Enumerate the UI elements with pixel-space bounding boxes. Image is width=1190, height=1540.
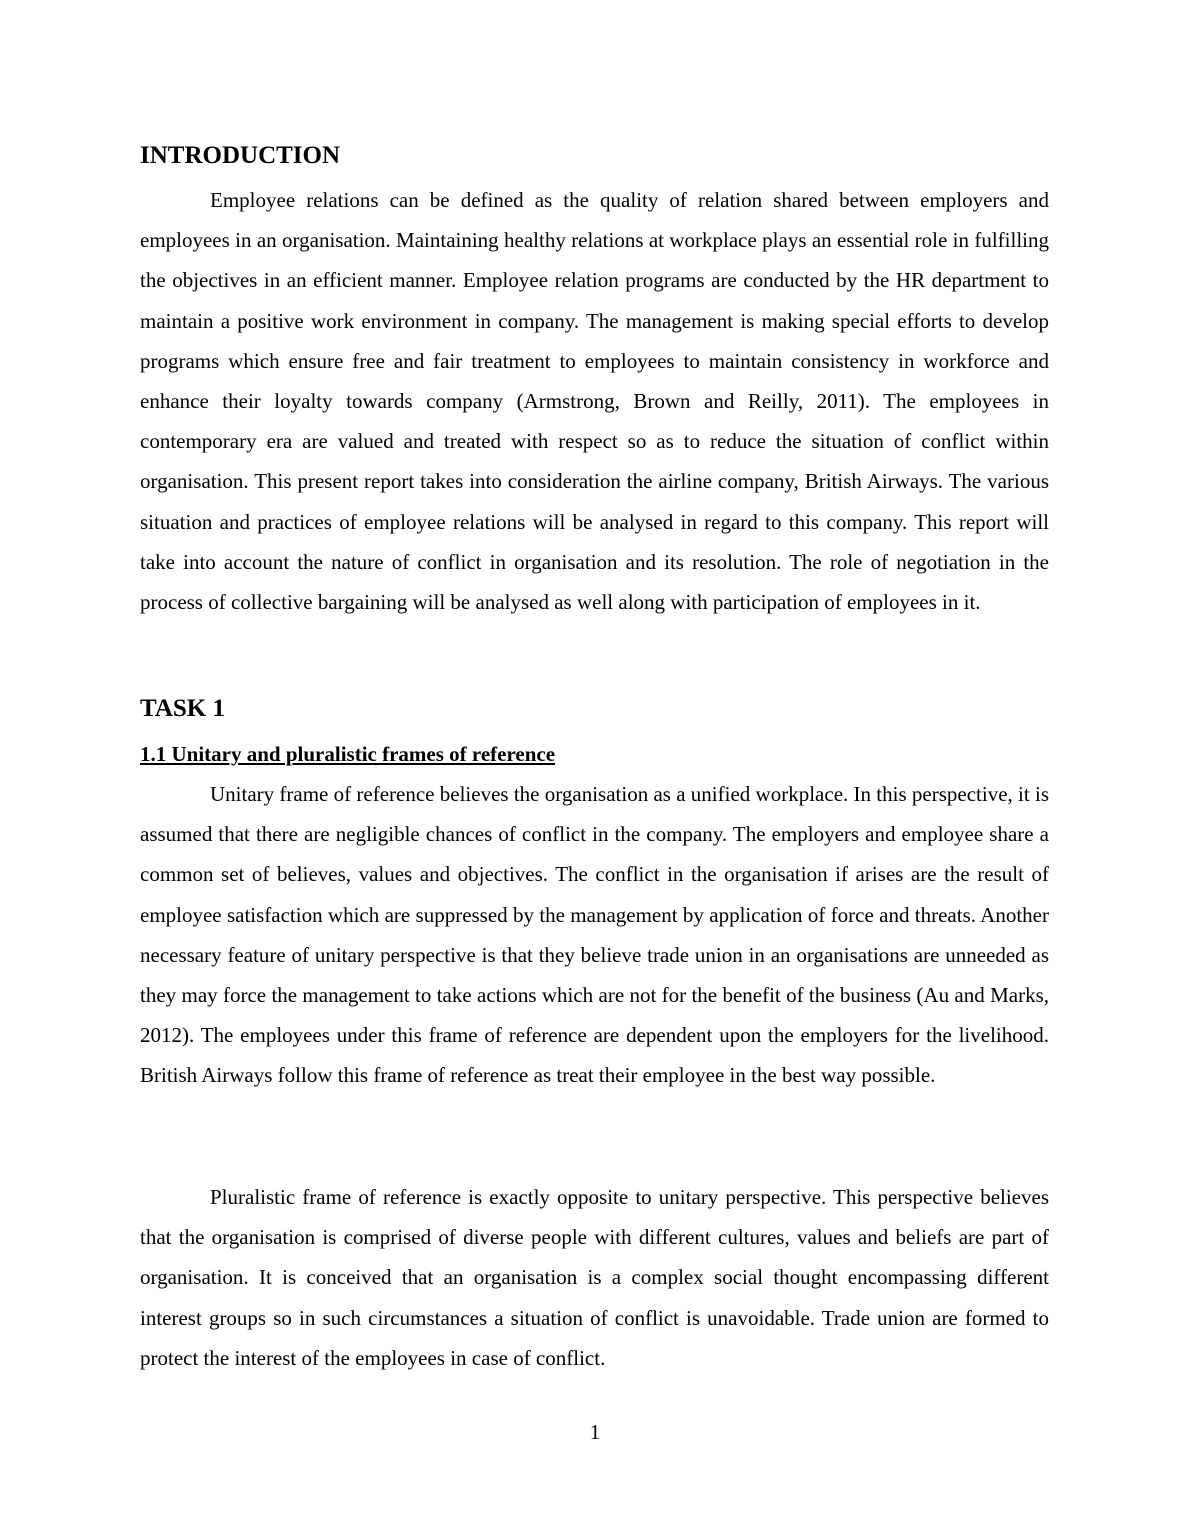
section-1-1-subheading: 1.1 Unitary and pluralistic frames of reference: [140, 742, 556, 766]
task-1-heading: TASK 1: [140, 695, 225, 722]
introduction-paragraph: Employee relations can be defined as the quality of relation shared between employers and employees in an organisation. Maintaining healthy relations at workplace plays an essential role in fulfilling the objectives in an efficient manner. Employee relation programs are conducted by the HR department to maintain a positive work environment in company. The management is making special efforts to develop programs which ensure free and fair treatment to employees to maintain consistency in workforce and enhance their loyalty towards company (Armstrong, Brown and Reilly, 2011). The employees in contemporary era are valued and treated with respect so as to reduce the situation of conflict within organisation. This present report takes into consideration the airline company, British Airways. The various situation and practices of employee relations will be analysed in regard to this company. This report will take into account the nature of conflict in organisation and its resolution. The role of negotiation in the process of collective bargaining will be analysed as well along with participation of employees in it.: [140, 188, 1049, 615]
unitary-frame-paragraph: Unitary frame of reference believes the organisation as a unified workplace. In this perspective, it is assumed that there are negligible chances of conflict in the company. The employers and employee share a common set of believes, values and objectives. The conflict in the organisation if arises are the result of employee satisfaction which are suppressed by the management by application of force and threats. Another necessary feature of unitary perspective is that they believe trade union in an organisations are unneeded as they may force the management to take actions which are not for the benefit of the business (Au and Marks, 2012). The employees under this frame of reference are dependent upon the employers for the livelihood. British Airways follow this frame of reference as treat their employee in the best way possible.: [140, 782, 1049, 1088]
page-number: 1: [589, 1420, 601, 1444]
introduction-heading: INTRODUCTION: [140, 142, 341, 169]
pluralistic-frame-paragraph: Pluralistic frame of reference is exactly opposite to unitary perspective. This perspective believes that the organisation is comprised of diverse people with different cultures, values and beliefs are part of organisation. It is conceived that an organisation is a complex social thought encompassing different interest groups so in such circumstances a situation of conflict is unavoidable. Trade union are formed to protect the interest of the employees in case of conflict.: [140, 1185, 1049, 1370]
